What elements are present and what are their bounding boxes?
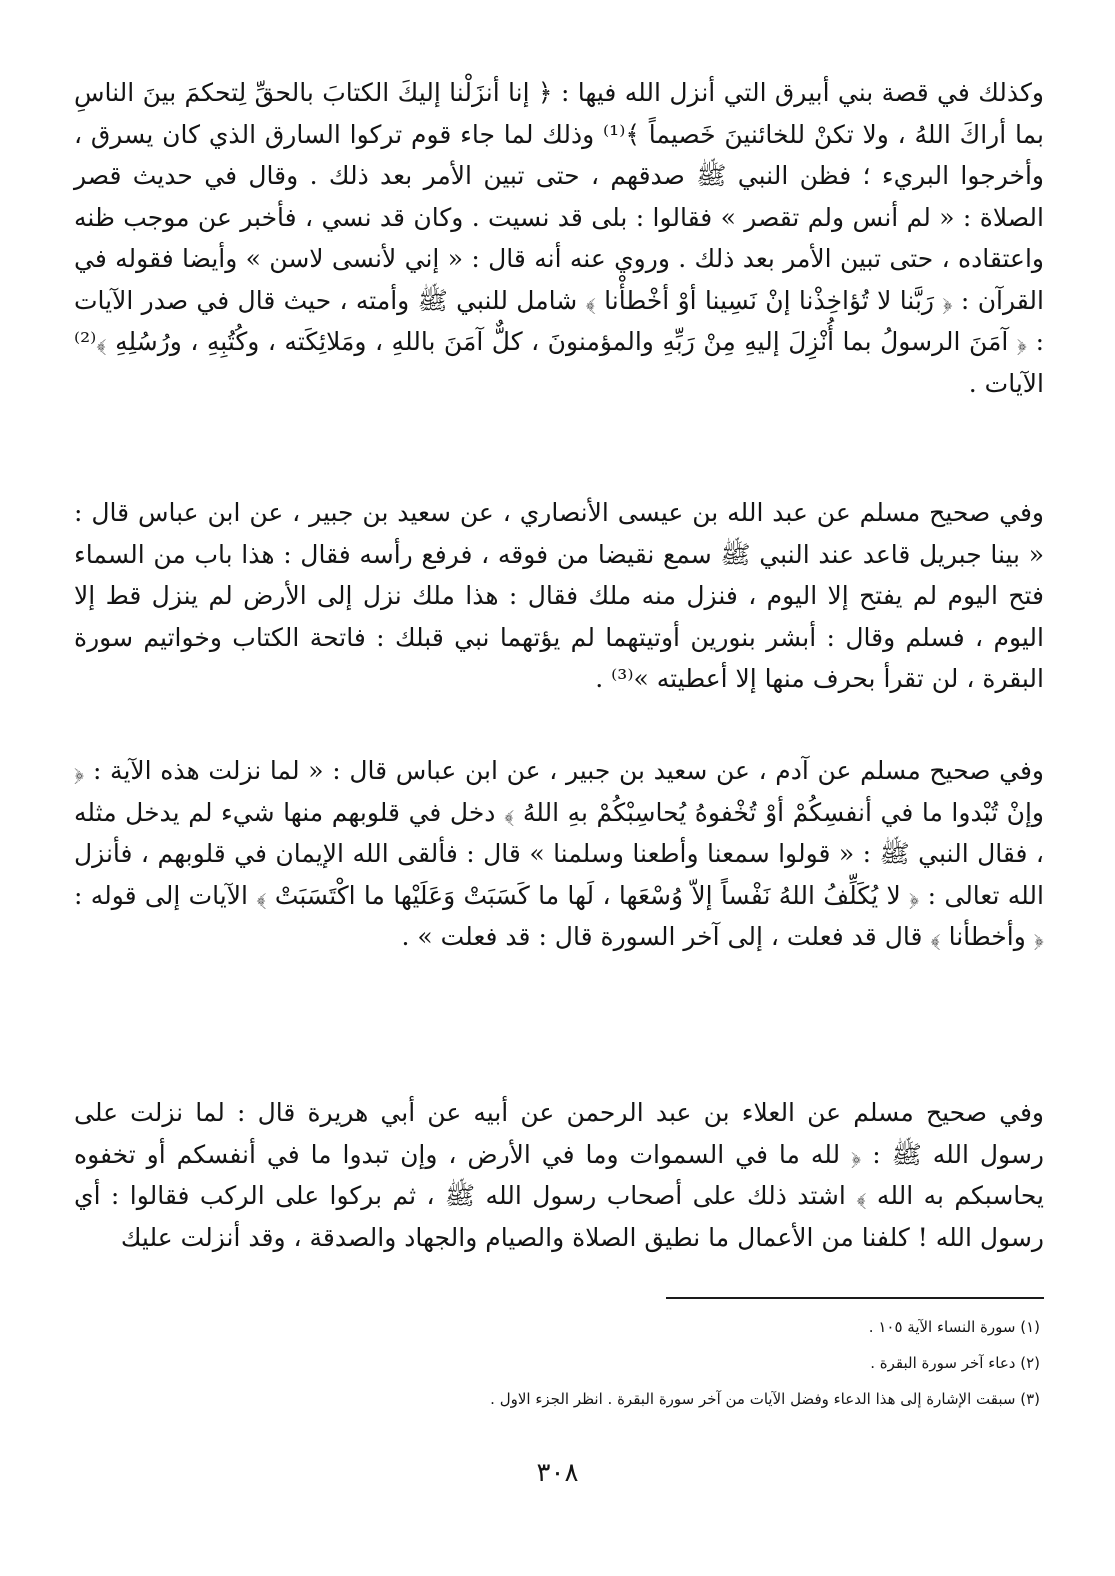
footnotes	[160, 1318, 1040, 1426]
paragraph-3: وفي صحيح مسلم عن آدم ، عن سعيد بن جبير ، عن ابن عباس قال : « لما نزلت هذه الآية : ﴿ وإنْ تُبْدوا ما في أنفسِكُمْ أوْ تُخْفوهُ يُحاسِبْكُمْ بهِ اللهُ ﴾ دخل في قلوبهم منها شيء لم يدخل مثله ، فقال النبي ﷺ : « قولوا سمعنا وأطعنا وسلمنا » قال : فألقى الله الإيمان في قلوبهم ، فأنزل الله تعالى : ﴿ لا يُكَلِّفُ اللهُ نَفْساً إلاّ وُسْعَها ، لَها ما كَسَبَتْ وَعَلَيْها ما اكْتَسَبَتْ ﴾ الآيات إلى قوله : ﴿ وأخطأنا ﴾ قال قد فعلت ، إلى آخر السورة قال : قد فعلت » .	[74, 756, 1044, 951]
paragraph-4: وفي صحيح مسلم عن العلاء بن عبد الرحمن عن أبيه عن أبي هريرة قال : لما نزلت على رسول الله ﷺ : ﴿ لله ما في السموات وما في الأرض ، وإن تبدوا ما في أنفسكم أو تخفوه يحاسبكم به الله ﴾ اشتد ذلك على أصحاب رسول الله ﷺ ، ثم بركوا على الركب فقالوا : أي رسول الله ! كلفنا من الأعمال ما نطيق الصلاة والصيام والجهاد والصدقة ، وقد أنزلت عليك	[74, 1098, 1045, 1252]
footnote-3: (٣) سبقت الإشارة إلى هذا الدعاء وفضل الآيات من آخر سورة البقرة . انظر الجزء الاول .	[490, 1390, 1040, 1408]
page-number: ٣٠٨	[536, 1458, 579, 1488]
paragraph-1: وكذلك في قصة بني أبيرق التي أنزل الله فيها : ﴿ إنا أنزَلْنا إليكَ الكتابَ بالحقِّ لِتحكمَ بينَ الناسِ بما أراكَ اللهُ ، ولا تكنْ للخائنينَ خَصيماً ﴾⁽¹⁾ وذلك لما جاء قوم تركوا السارق الذي كان يسرق ، وأخرجوا البريء ؛ فظن النبي ﷺ صدقهم ، حتى تبين الأمر بعد ذلك . وقال في حديث قصر الصلاة : « لم أنس ولم تقصر » فقالوا : بلى قد نسيت . وكان قد نسي ، فأخبر عن موجب ظنه واعتقاده ، حتى تبين الأمر بعد ذلك . وروي عنه أنه قال : « إني لأنسى لاسن » وأيضا فقوله في القرآن : ﴿ رَبَّنا لا تُؤاخِذْنا إنْ نَسِينا أوْ أخْطأْنا ﴾ شامل للنبي ﷺ وأمته ، حيث قال في صدر الآيات : ﴿ آمَنَ الرسولُ بما أُنْزِلَ إليهِ مِنْ رَبِّهِ والمؤمنونَ ، كلٌّ آمَنَ باللهِ ، ومَلائِكَته ، وكُتُبِهِ ، ورُسُلِهِ ﴾⁽²⁾ الآيات .	[74, 78, 1044, 398]
footnote-separator	[666, 1297, 1044, 1299]
paragraph-2: وفي صحيح مسلم عن عبد الله بن عيسى الأنصاري ، عن سعيد بن جبير ، عن ابن عباس قال : « بينا جبريل قاعد عند النبي ﷺ سمع نقيضا من فوقه ، فرفع رأسه فقال : هذا باب من السماء فتح اليوم لم يفتح إلا اليوم ، فنزل منه ملك فقال : هذا ملك نزل إلى الأرض لم ينزل قط إلا اليوم ، فسلم وقال : أبشر بنورين أوتيتهما لم يؤتهما نبي قبلك : فاتحة الكتاب وخواتيم سورة البقرة ، لن تقرأ بحرف منها إلا أعطيته »⁽³⁾ .	[74, 498, 1044, 693]
footnote-2: (٢) دعاء آخر سورة البقرة .	[870, 1354, 1040, 1372]
footnote-1: (١) سورة النساء الآية ١٠٥ .	[868, 1318, 1040, 1336]
